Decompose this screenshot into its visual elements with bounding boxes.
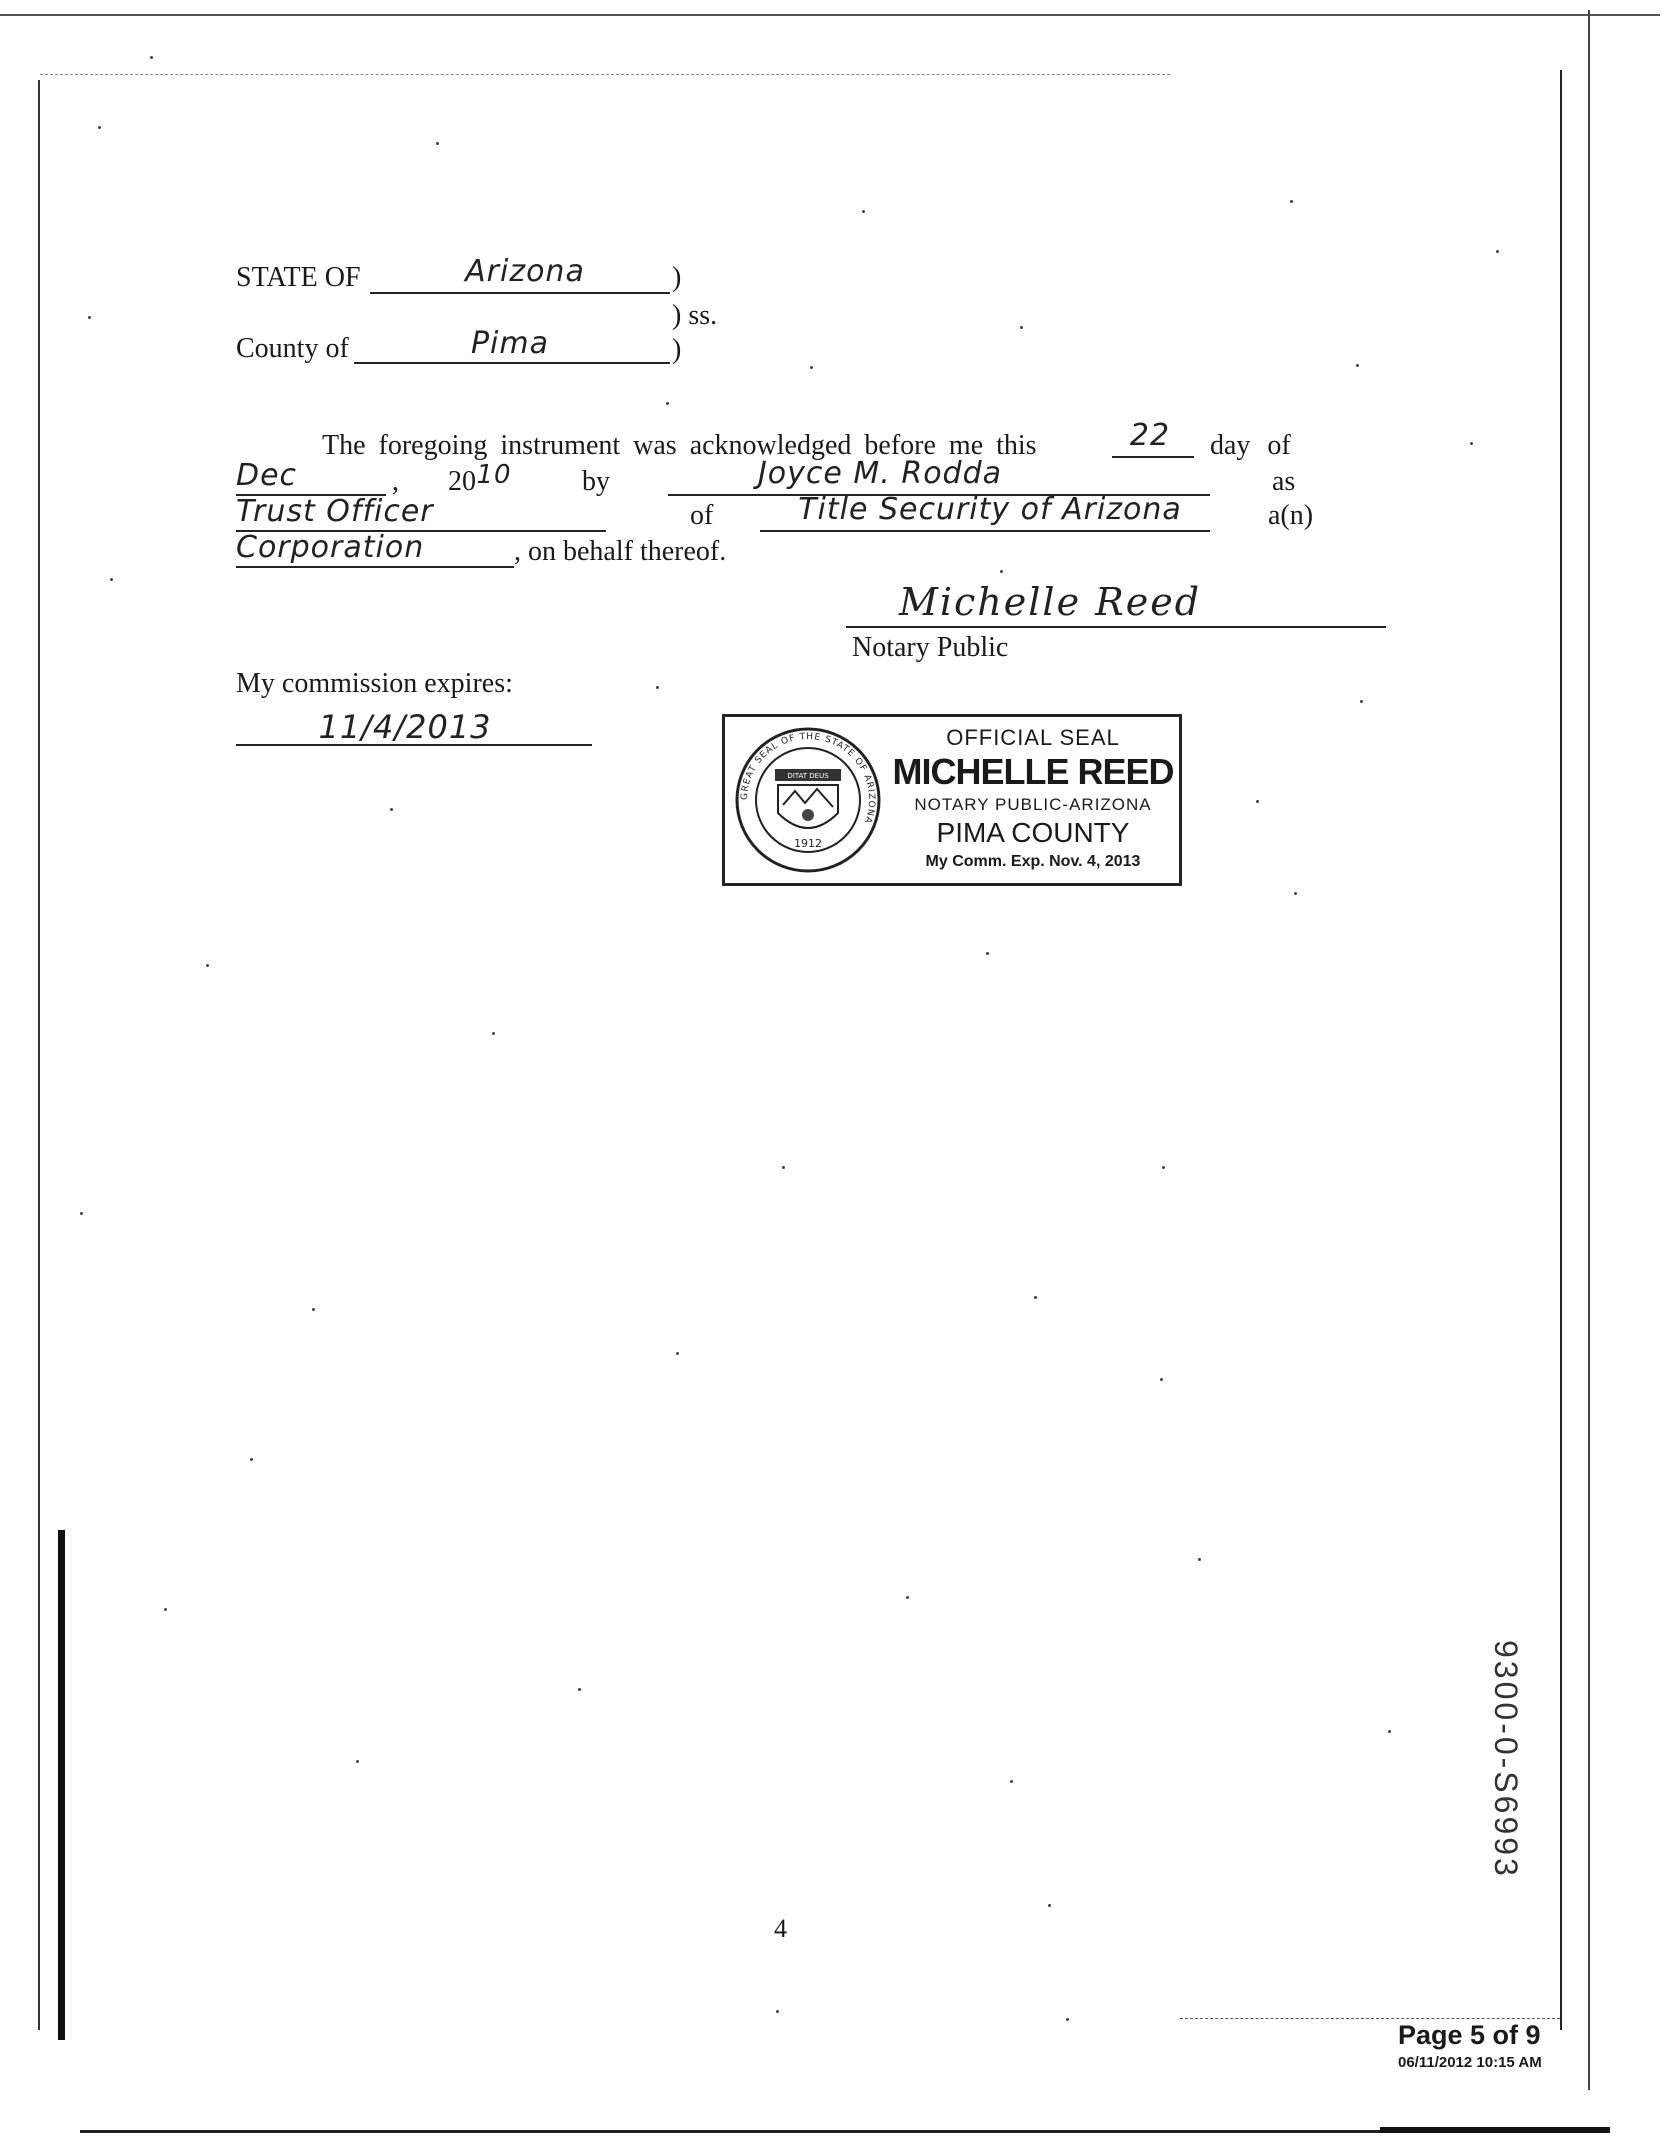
seal-official-label: OFFICIAL SEAL [946,725,1120,750]
scan-speck [1162,1166,1165,1169]
scan-speck [1000,570,1003,573]
scan-speck [1294,892,1297,895]
scan-speck [206,964,209,967]
ack-by-text: by [582,466,610,497]
ss-label: ) ss. [672,300,718,331]
seal-notary-state: NOTARY PUBLIC-ARIZONA [914,795,1152,814]
side-recording-stamp: 9300-0-S6993 [1488,1640,1524,1879]
ack-title-value: Trust Officer [236,494,434,529]
state-paren: ) [672,262,682,293]
footer-dotted-line [1180,2018,1560,2019]
scan-speck [656,686,659,689]
scan-speck [250,1458,253,1461]
arizona-state-seal-emblem [733,725,883,875]
ack-year-prefix: 20 [448,466,476,497]
seal-notary-name: MICHELLE REED [892,751,1174,792]
left-border-line [38,80,40,2030]
notary-public-label: Notary Public [852,632,1009,663]
scan-speck [1470,442,1473,445]
commission-label: My commission expires: [236,668,513,699]
county-paren: ) [672,334,682,365]
ack-behalf-text: , on behalf thereof. [514,536,727,567]
county-label: County of [236,333,349,364]
scan-speck [1020,326,1023,329]
state-underline [370,292,670,294]
scan-speck [1198,1558,1201,1561]
ack-of-text: of [690,500,714,531]
ack-company-underline [760,530,1210,532]
scan-speck [1010,1780,1013,1783]
scan-speck [906,1596,909,1599]
ack-a-n-text: a(n) [1268,500,1314,531]
scan-speck [312,1308,315,1311]
top-inner-line [40,74,1170,75]
notary-signature: Michelle Reed [898,580,1202,624]
scan-speck [436,142,439,145]
ack-year-value: 10 [476,460,512,490]
seal-year-text: 1912 [794,837,822,850]
scan-speck [390,808,393,811]
scan-speck [1048,1904,1051,1907]
scan-speck [1388,1730,1391,1733]
county-value: Pima [470,326,550,361]
scan-speck [110,578,113,581]
seal-county: PIMA COUNTY [936,817,1130,848]
notary-signature-line [846,626,1386,628]
ack-as-text: as [1272,466,1296,497]
scan-speck [676,1352,679,1355]
right-outer-line [1588,10,1590,2090]
scan-speck [986,952,989,955]
page-number: 4 [774,1914,787,1943]
scan-speck [862,210,865,213]
ack-day-of-text: day of [1210,430,1291,461]
county-underline [354,362,670,364]
state-value: Arizona [465,254,585,289]
scan-speck [578,1688,581,1691]
scan-speck [1356,364,1359,367]
scan-speck [1496,250,1499,253]
left-heavy-bar [58,1530,65,2040]
scan-speck [1066,2018,1069,2021]
ack-entity-value: Corporation [236,530,425,565]
bottom-heavy-line [1380,2127,1610,2133]
footer-page-indicator: Page 5 of 9 [1398,2020,1541,2050]
scan-speck [782,1166,785,1169]
ack-signer-value: Joyce M. Rodda [757,456,1003,491]
scan-speck [810,366,813,369]
ack-day-underline [1112,456,1194,458]
scan-speck [1256,800,1259,803]
seal-banner-text: DITAT DEUS [787,772,829,780]
scan-speck [1034,1296,1037,1299]
footer-timestamp: 06/11/2012 10:15 AM [1398,2054,1542,2071]
scan-speck [492,1032,495,1035]
scan-speck [98,126,101,129]
seal-ring-text: GREAT SEAL OF THE STATE OF ARIZONA [739,731,877,826]
ack-month-value: Dec [236,458,298,493]
scan-speck [150,56,153,59]
ack-entity-underline [236,566,514,568]
scan-speck [88,316,91,319]
ack-intro-text: The foregoing instrument was acknowledged before me this [322,430,1037,461]
right-border-line [1560,70,1562,2030]
ack-day-value: 22 [1129,418,1171,453]
top-border-line [0,14,1660,16]
commission-underline [236,744,592,746]
scan-speck [80,1212,83,1215]
ack-month-comma: , [392,466,399,497]
official-seal-stamp [722,714,1182,886]
scan-speck [356,1760,359,1763]
scan-speck [776,2010,779,2013]
scan-speck [1360,700,1363,703]
scan-speck [666,402,669,405]
scan-speck [164,1608,167,1611]
scan-speck [1290,200,1293,203]
ack-company-value: Title Security of Arizona [798,492,1182,527]
commission-value: 11/4/2013 [318,708,492,746]
scan-speck [1160,1378,1163,1381]
seal-expiry: My Comm. Exp. Nov. 4, 2013 [925,853,1141,870]
state-label: STATE OF [236,262,361,293]
bottom-border-line [80,2130,1600,2133]
